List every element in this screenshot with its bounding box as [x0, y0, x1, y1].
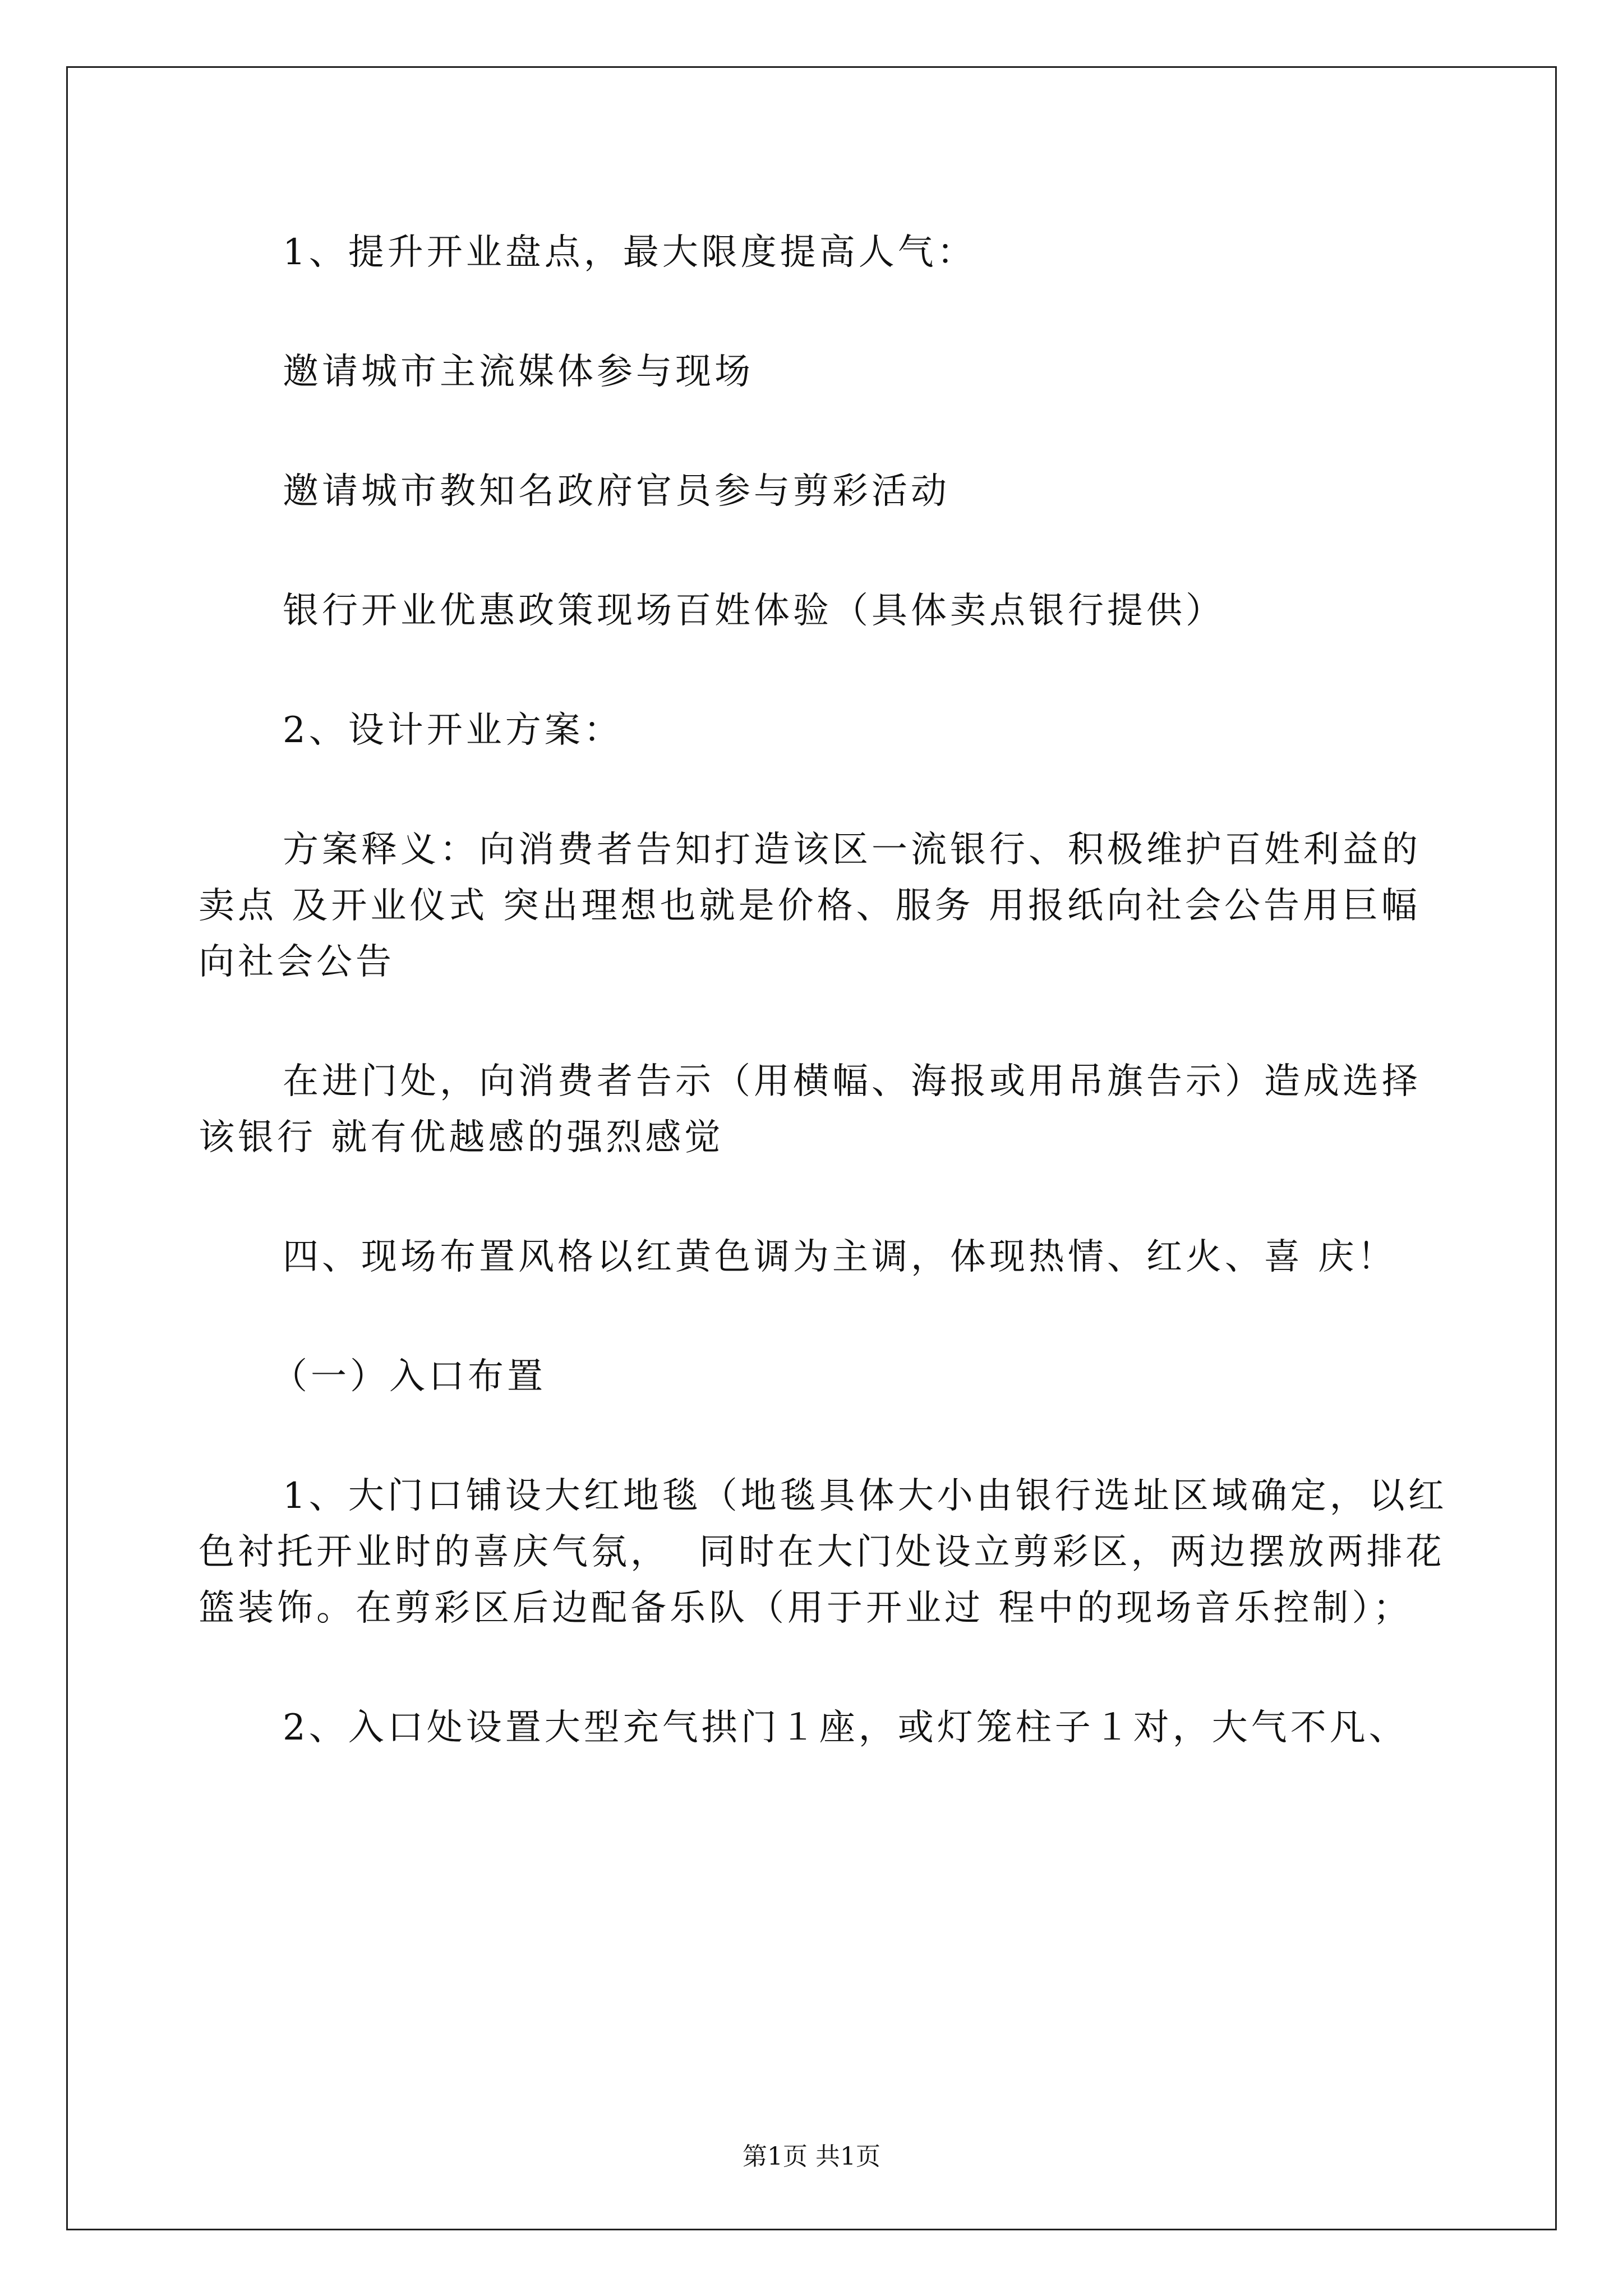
paragraph: 在进门处，向消费者告示（用横幅、海报或用吊旗告示）造成选择该银行 就有优越感的强烈感觉: [199, 1061, 1421, 1158]
page-number-footer: 第1页 共1页: [743, 2142, 880, 2171]
paragraph: 四、现场布置风格以红黄色调为主调，体现热情、红火、喜 庆！: [283, 1236, 1397, 1278]
section-heading: （一）入口布置: [271, 1356, 546, 1397]
paragraph: 银行开业优惠政策现场百姓体验（具体卖点银行提供）: [283, 590, 1225, 632]
paragraph: 1、提升开业盘点，最大限度提高人气：: [283, 232, 976, 273]
paragraph: 2、入口处设置大型充气拱门１座，或灯笼柱子１对，大气不凡、: [283, 1707, 1408, 1749]
document-body: [199, 224, 1449, 1819]
paragraph: 邀请城市主流媒体参与现场: [283, 351, 754, 393]
paragraph: 2、设计开业方案：: [283, 710, 623, 751]
paragraph: 1、大门口铺设大红地毯（地毯具体大小由银行选址区域确定，以红色衬托开业时的喜庆气氛， 同时在大门处设立剪彩区，两边摆放两排花篮装饰。在剪彩区后边配备乐队（用于开业过 程中的现场音乐控制）；: [199, 1475, 1447, 1629]
paragraph: 邀请城市教知名政府官员参与剪彩活动: [283, 471, 950, 512]
paragraph: 方案释义：向消费者告知打造该区一流银行、积极维护百姓利益的卖点 及开业仪式 突出理想也就是价格、服务 用报纸向社会公告用巨幅向社会公告: [199, 829, 1421, 983]
